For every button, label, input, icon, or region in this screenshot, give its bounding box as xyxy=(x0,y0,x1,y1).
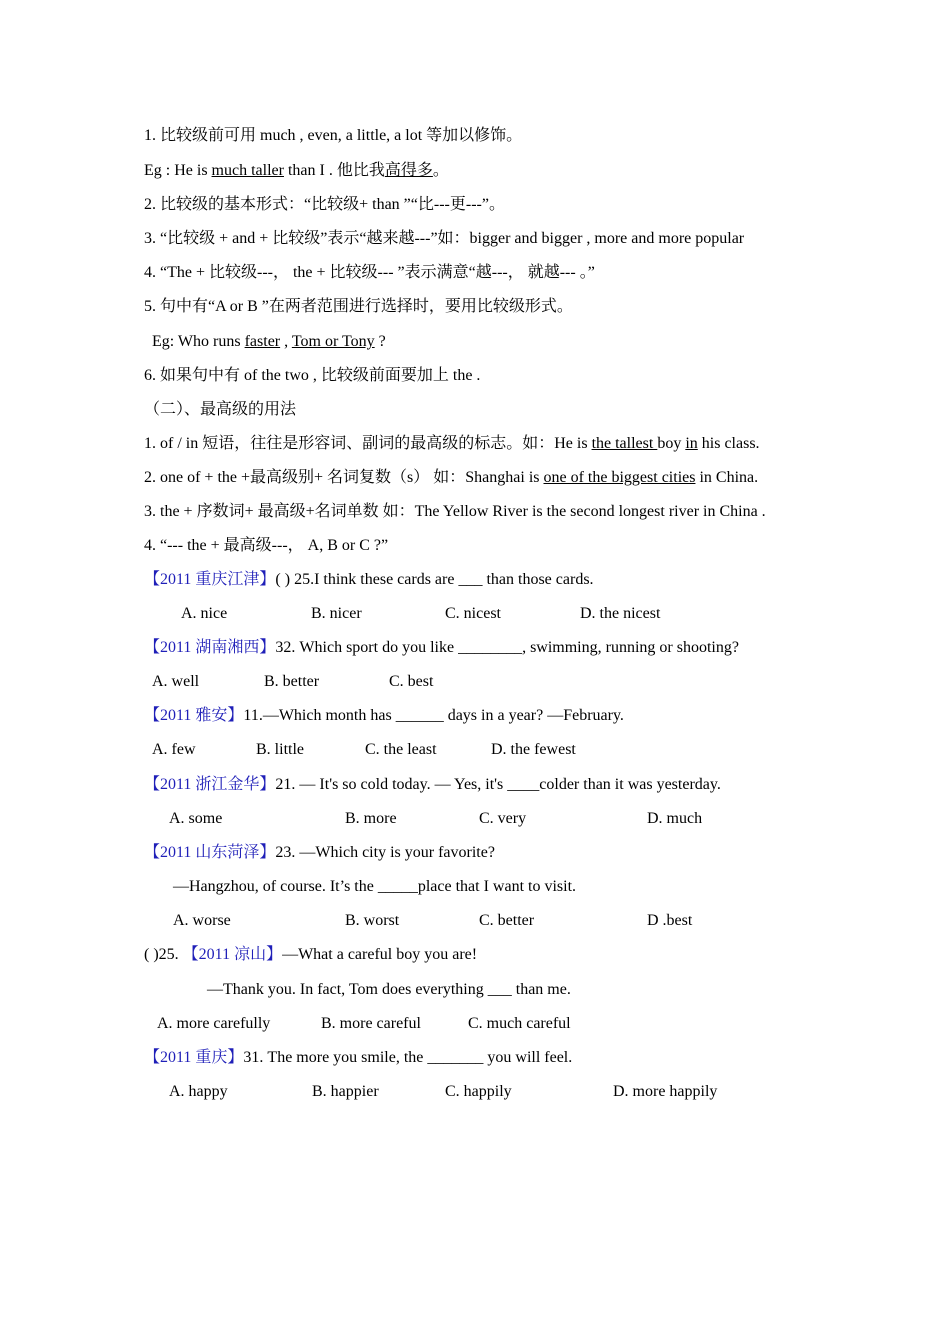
superlative-rule-3: 3. the + 序数词+ 最高级+名词单数 如：The Yellow River is the second longest river in China . xyxy=(144,503,766,520)
question-7 xyxy=(144,1048,572,1068)
option-b: B. little xyxy=(256,741,304,758)
example-2-underline: faster xyxy=(244,333,281,350)
question-5-options xyxy=(0,911,950,931)
rule-6: 6. 如果句中有 of the two , 比较级前面要加上 the . xyxy=(144,367,481,384)
superlative-rule-2-part: 2. one of + the +最高级别+ 名词复数（s） 如：Shanghai is xyxy=(144,469,544,486)
example-1-underline: 高得多 xyxy=(384,162,433,179)
question-source: 【2011 凉山】 xyxy=(182,946,283,963)
superlative-rule-1 xyxy=(144,434,760,454)
question-text: 32. Which sport do you like ________, swimming, running or shooting? xyxy=(275,639,739,656)
question-6-line-2: —Thank you. In fact, Tom does everything ___ than me. xyxy=(207,981,571,998)
option-a: A. more carefully xyxy=(157,1015,271,1032)
question-source: 【2011 浙江金华】 xyxy=(144,776,276,793)
option-c: C. better xyxy=(479,912,535,929)
question-5 xyxy=(144,843,495,863)
example-2 xyxy=(152,332,386,352)
question-1 xyxy=(144,570,594,590)
option-a: A. nice xyxy=(181,605,228,622)
option-a: A. some xyxy=(169,810,223,827)
example-1-part: than I . 他比我 xyxy=(283,162,385,179)
superlative-rule-1-underline: in xyxy=(685,435,698,452)
question-text: —What a careful boy you are! xyxy=(282,946,478,963)
superlative-rule-1-part: his class. xyxy=(697,435,760,452)
option-b: B. more xyxy=(345,810,397,827)
question-source: 【2011 湖南湘西】 xyxy=(144,639,276,656)
option-d: D .best xyxy=(647,912,693,929)
option-b: B. better xyxy=(264,673,320,690)
superlative-rule-2 xyxy=(144,468,758,488)
superlative-rule-4: 4. “--- the + 最高级---， A, B or C ?” xyxy=(144,537,389,554)
option-b: B. happier xyxy=(312,1083,379,1100)
example-2-part: Eg: Who runs xyxy=(152,333,245,350)
option-b: B. worst xyxy=(345,912,400,929)
section-heading-superlative: （二）、最高级的用法 xyxy=(144,401,297,418)
question-2-options xyxy=(0,672,950,692)
example-1-underline: much taller xyxy=(211,162,284,179)
option-b: B. more careful xyxy=(321,1015,421,1032)
question-prefix: ( )25. xyxy=(144,946,183,963)
rule-5: 5. 句中有“A or B ”在两者范围进行选择时，要用比较级形式。 xyxy=(144,298,573,315)
option-d: D. the nicest xyxy=(580,605,661,622)
option-d: D. much xyxy=(647,810,703,827)
option-c: C. very xyxy=(479,810,527,827)
question-5-line-2: —Hangzhou, of course. It’s the _____place that I want to visit. xyxy=(173,878,577,895)
example-2-underline: Tom or Tony xyxy=(291,333,375,350)
question-3 xyxy=(144,706,624,726)
example-1-part: 。 xyxy=(432,162,449,179)
option-b: B. nicer xyxy=(311,605,362,622)
example-2-part: ? xyxy=(374,333,386,350)
question-text: 23. —Which city is your favorite? xyxy=(275,844,495,861)
option-a: A. happy xyxy=(169,1083,228,1100)
superlative-rule-1-part: boy xyxy=(657,435,686,452)
question-text: 11.—Which month has ______ days in a year? —February. xyxy=(243,707,624,724)
rule-4: 4. “The + 比较级---， the + 比较级--- ”表示满意“越---， 就越--- 。” xyxy=(144,264,595,281)
option-c: C. much careful xyxy=(468,1015,571,1032)
option-a: A. well xyxy=(152,673,200,690)
question-3-options xyxy=(0,740,950,760)
question-text: 31. The more you smile, the _______ you will feel. xyxy=(243,1049,573,1066)
superlative-rule-1-part: 1. of / in 短语，往往是形容词、副词的最高级的标志。如：He is xyxy=(144,435,592,452)
question-text: 21. — It's so cold today. — Yes, it's ____colder than it was yesterday. xyxy=(275,776,721,793)
superlative-rule-2-underline: one of the biggest cities xyxy=(543,469,696,486)
rule-1: 1. 比较级前可用 much , even, a little, a lot 等加以修饰。 xyxy=(144,127,523,144)
option-d: D. more happily xyxy=(613,1083,718,1100)
option-a: A. worse xyxy=(173,912,231,929)
question-source: 【2011 重庆江津】 xyxy=(144,571,276,588)
question-6 xyxy=(144,945,477,965)
question-4 xyxy=(144,775,721,795)
option-c: C. nicest xyxy=(445,605,501,622)
option-c: C. best xyxy=(389,673,434,690)
question-text: ( ) 25.I think these cards are ___ than those cards. xyxy=(275,571,594,588)
question-6-options xyxy=(0,1014,950,1034)
superlative-rule-1-underline: the tallest xyxy=(591,435,658,452)
question-1-options xyxy=(0,604,950,624)
rule-3: 3. “比较级 + and + 比较级”表示“越来越---”如：bigger and bigger , more and more popular xyxy=(144,230,745,247)
question-source: 【2011 重庆】 xyxy=(144,1049,244,1066)
example-1-part: Eg : He is xyxy=(144,162,212,179)
question-7-options xyxy=(0,1082,950,1102)
example-1 xyxy=(144,161,449,181)
question-4-options xyxy=(0,809,950,829)
option-d: D. the fewest xyxy=(491,741,576,758)
option-c: C. the least xyxy=(365,741,437,758)
question-2 xyxy=(144,638,739,658)
example-2-part: , xyxy=(280,333,292,350)
option-c: C. happily xyxy=(445,1083,512,1100)
option-a: A. few xyxy=(152,741,196,758)
rule-2: 2. 比较级的基本形式：“比较级+ than ”“比---更---”。 xyxy=(144,196,505,213)
question-source: 【2011 山东菏泽】 xyxy=(144,844,276,861)
superlative-rule-2-part: in China. xyxy=(695,469,759,486)
question-source: 【2011 雅安】 xyxy=(144,707,244,724)
